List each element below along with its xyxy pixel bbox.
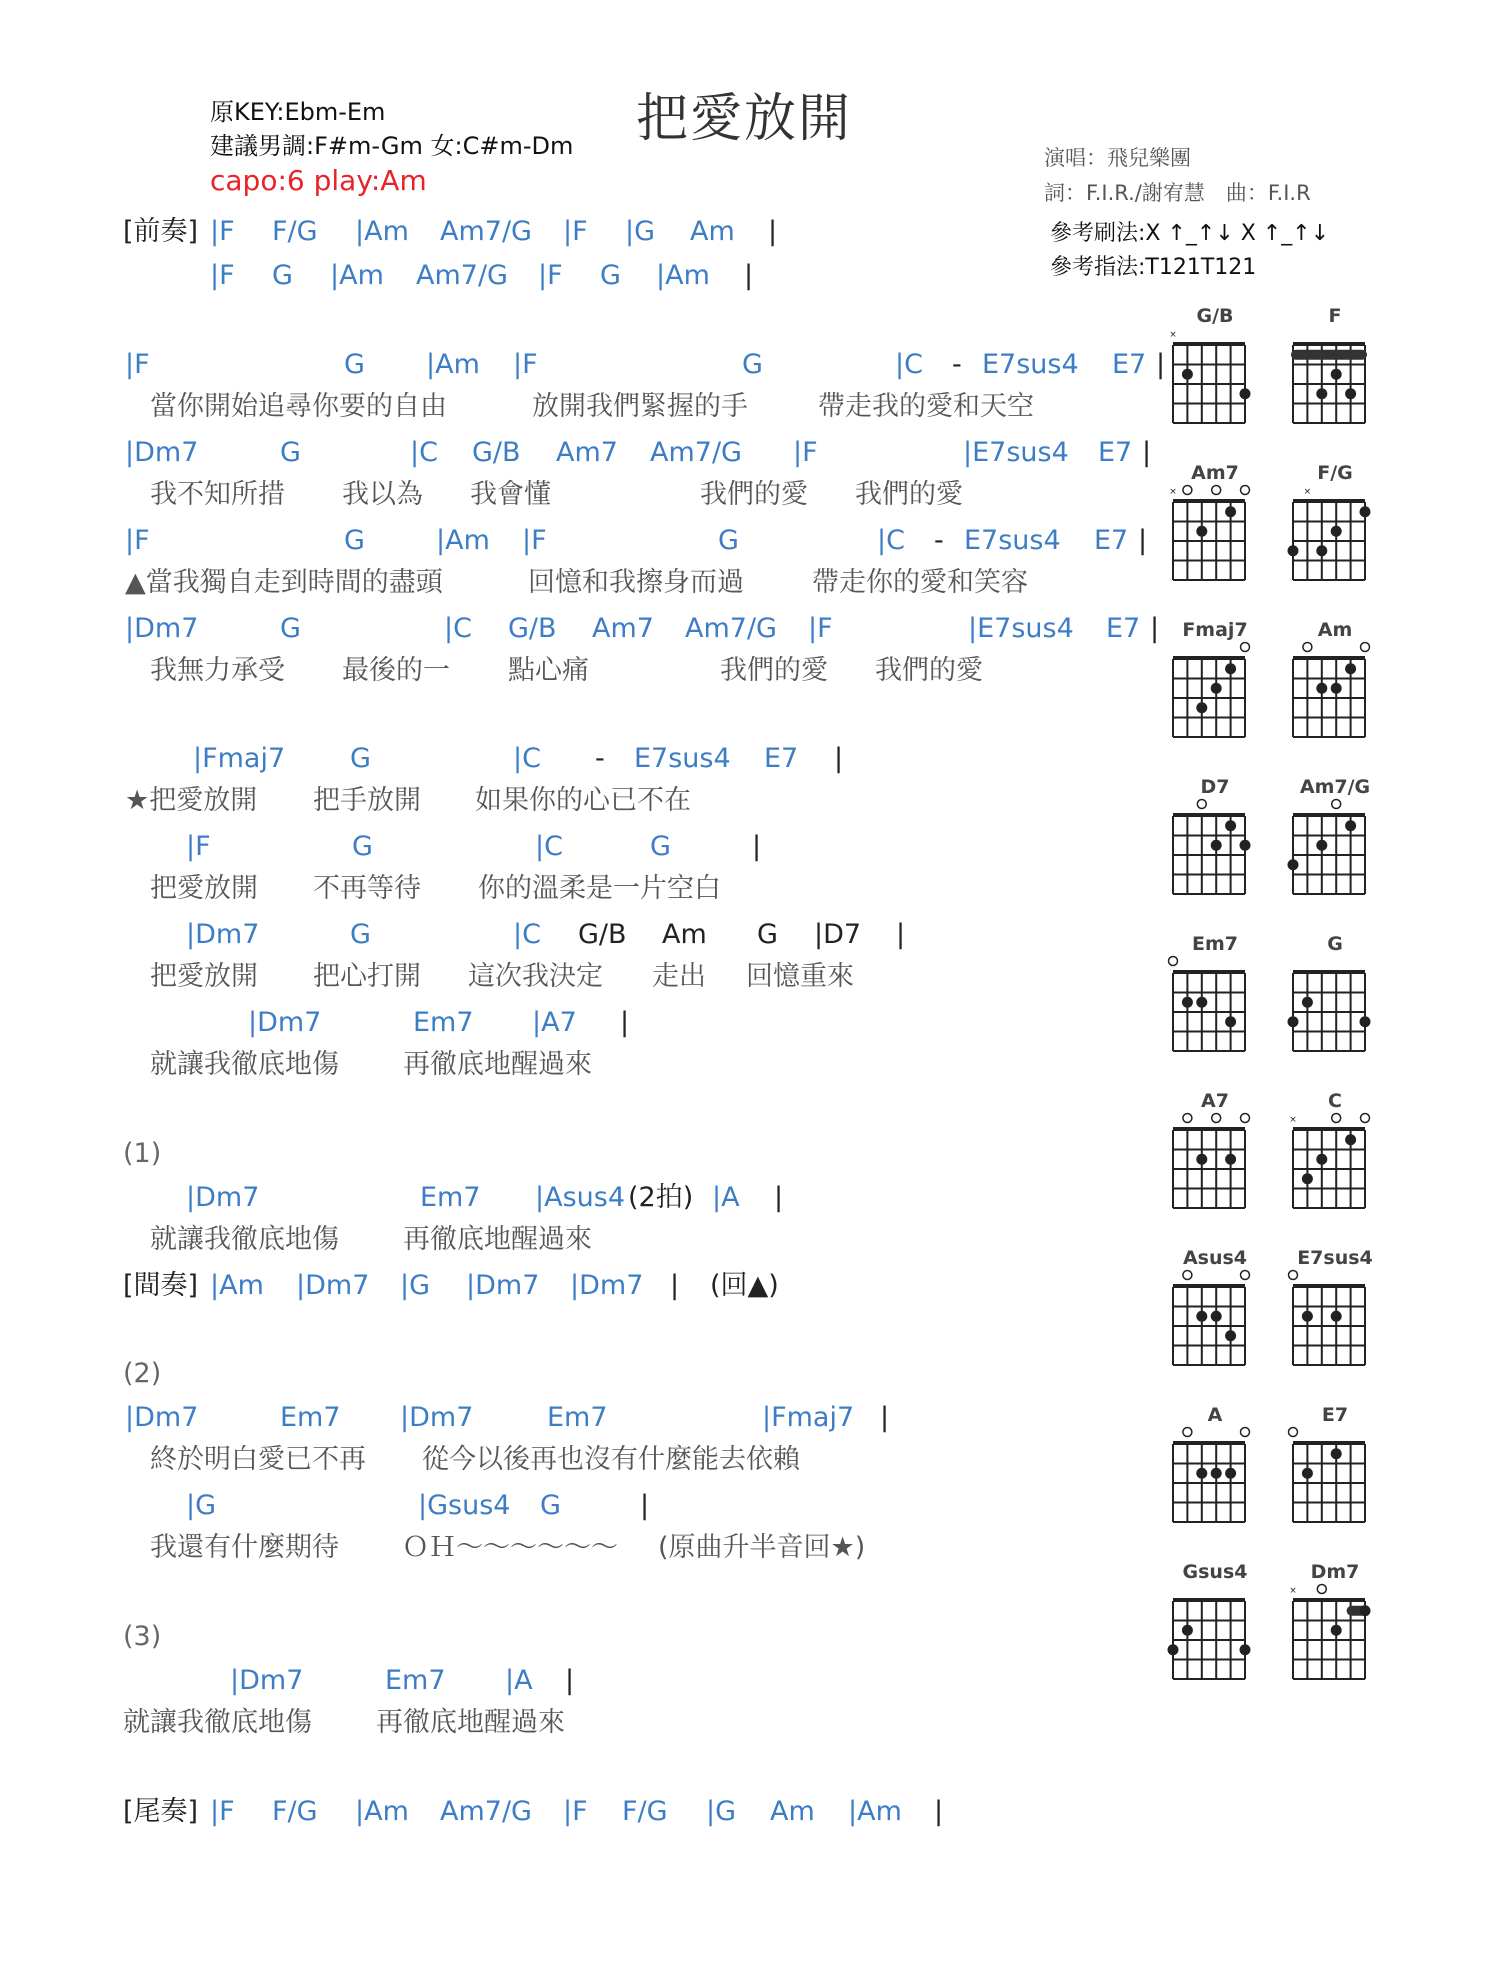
chord-diagram-name: Dm7 — [1310, 1561, 1360, 1583]
chord-label: Am7/G — [440, 1796, 532, 1827]
finger-dot — [1240, 1644, 1251, 1655]
chord-label: |Dm7 — [125, 613, 199, 644]
lyric-text: 帶走你的愛和笑容 — [812, 567, 1028, 598]
muted-string-marker: × — [1169, 487, 1177, 497]
chord-label: E7 — [1112, 349, 1147, 380]
open-string-marker — [1169, 957, 1178, 966]
finger-dot — [1360, 1016, 1371, 1027]
bar-mark: | — [620, 1007, 630, 1038]
chord-diagram-name: G — [1327, 933, 1343, 955]
chord-label: G — [718, 525, 739, 556]
fretboard-grid — [1285, 1090, 1385, 1220]
muted-string-marker: × — [1303, 487, 1312, 497]
bar-mark: | — [1156, 349, 1166, 380]
finger-dot — [1168, 1644, 1179, 1655]
chord-diagram-name: Fmaj7 — [1182, 619, 1248, 641]
bar-mark: | — [896, 919, 906, 950]
fretboard-grid — [1285, 776, 1385, 906]
finger-dot — [1316, 840, 1327, 851]
finger-dot — [1345, 820, 1356, 831]
lyric-text: 回憶和我擦身而過 — [528, 567, 744, 598]
finger-dot — [1316, 545, 1327, 556]
chord-diagram-name: Am7/G — [1299, 776, 1371, 798]
finger-dot — [1211, 840, 1222, 851]
chord-label: |F — [210, 1796, 235, 1827]
chord-label: |Am — [330, 260, 384, 291]
open-string-marker — [1212, 1114, 1221, 1123]
chord-diagram — [1285, 1561, 1385, 1691]
chord-label: |Fmaj7 — [193, 743, 286, 774]
chord-label: |Gsus4 — [418, 1490, 511, 1521]
chord-label: Em7 — [413, 1007, 474, 1038]
chord-label: |C — [895, 349, 923, 380]
finger-dot — [1225, 1016, 1236, 1027]
pick-pattern: 參考指法:T121T121 — [1050, 255, 1257, 280]
chord-label: |C — [535, 831, 563, 862]
chord-label: Am7/G — [650, 437, 742, 468]
chord-diagram — [1165, 305, 1265, 435]
lyric-text: (原曲升半音回★) — [658, 1532, 866, 1563]
chord-label: |Dm7 — [466, 1270, 540, 1301]
finger-dot — [1331, 683, 1342, 694]
chord-label: |E7sus4 — [968, 613, 1074, 644]
chord-label: E7 — [1098, 437, 1133, 468]
chord-label: |Asus4 — [535, 1182, 625, 1213]
lyric-text: 再徹底地醒過來 — [403, 1224, 592, 1255]
finger-dot — [1302, 1311, 1313, 1322]
chord-label: |C — [410, 437, 438, 468]
chord-diagram — [1285, 933, 1385, 1063]
chord-diagram-name: Em7 — [1192, 933, 1238, 955]
chord-label: Em7 — [385, 1665, 446, 1696]
writer-credit: 詞：F.I.R./謝宥慧 曲：F.I.R — [1044, 181, 1311, 205]
chord-diagram-name: G/B — [1196, 305, 1234, 327]
finger-dot — [1240, 388, 1251, 399]
bar-mark: | — [752, 831, 762, 862]
chord-label: E7sus4 — [634, 743, 731, 774]
chord-label: |G — [706, 1796, 737, 1827]
open-string-marker — [1332, 1114, 1341, 1123]
chord-diagram — [1285, 776, 1385, 906]
open-string-marker — [1183, 1114, 1192, 1123]
bar-mark: | — [768, 216, 778, 247]
finger-dot — [1225, 1154, 1236, 1165]
chord-label: Am7/G — [685, 613, 777, 644]
bar-mark: | — [670, 1270, 680, 1301]
bar-mark: (回▲) — [710, 1270, 779, 1301]
chord-diagram — [1285, 305, 1385, 435]
chord-label: G — [350, 743, 371, 774]
finger-dot — [1196, 1468, 1207, 1479]
open-string-marker — [1241, 1428, 1250, 1437]
finger-dot — [1331, 526, 1342, 537]
open-string-marker — [1361, 643, 1370, 652]
chord-label: Am — [690, 216, 735, 247]
chord-label: |F — [210, 216, 235, 247]
chord-label: Am — [770, 1796, 815, 1827]
fretboard-grid — [1285, 1561, 1385, 1691]
lyric-text: 我會懂 — [470, 479, 551, 510]
fretboard-grid — [1285, 933, 1385, 1063]
chord-label: |C — [444, 613, 472, 644]
section-label: [間奏] — [123, 1270, 199, 1301]
lyric-text: 回憶重來 — [746, 961, 854, 992]
bar-mark: G — [757, 919, 778, 950]
chord-label: |F — [522, 525, 547, 556]
finger-dot — [1211, 1311, 1222, 1322]
chord-label: |Dm7 — [570, 1270, 644, 1301]
lyric-text: 再徹底地醒過來 — [376, 1707, 565, 1738]
open-string-marker — [1241, 1271, 1250, 1280]
lyric-text: 我以為 — [342, 479, 423, 510]
lyric-text: 最後的一 — [342, 655, 450, 686]
chord-diagram — [1285, 1404, 1385, 1534]
lyric-text: 把手放開 — [313, 785, 421, 816]
chord-label: G — [280, 613, 301, 644]
chord-label: |Am — [656, 260, 710, 291]
finger-dot — [1196, 997, 1207, 1008]
chord-label: |Am — [436, 525, 490, 556]
finger-dot — [1345, 388, 1356, 399]
chord-label: G — [650, 831, 671, 862]
bar-mark: (2拍) — [628, 1182, 694, 1213]
lyric-text: 就讓我徹底地傷 — [150, 1049, 339, 1080]
fretboard-grid — [1165, 776, 1265, 906]
finger-dot — [1331, 369, 1342, 380]
lyric-text: 放開我們緊握的手 — [532, 391, 748, 422]
lyric-text: 我們的愛 — [875, 655, 983, 686]
chord-label: |F — [125, 349, 150, 380]
finger-dot — [1196, 1154, 1207, 1165]
barre-bar — [1291, 350, 1367, 360]
chord-label: |Dm7 — [125, 437, 199, 468]
chord-label: |C — [513, 919, 541, 950]
chord-label: E7 — [764, 743, 799, 774]
chord-label: G — [540, 1490, 561, 1521]
lyric-text: 我無力承受 — [150, 655, 285, 686]
chord-label: G — [272, 260, 293, 291]
chord-diagram-name: Asus4 — [1182, 1247, 1248, 1269]
chord-label: |Am — [355, 216, 409, 247]
section-label: [前奏] — [123, 216, 199, 247]
open-string-marker — [1289, 1271, 1298, 1280]
finger-dot — [1225, 1330, 1236, 1341]
open-string-marker — [1317, 1585, 1326, 1594]
chord-label: F/G — [272, 216, 318, 247]
chord-label: |F — [513, 349, 538, 380]
open-string-marker — [1241, 486, 1250, 495]
bar-mark: | — [774, 1182, 784, 1213]
chord-label: G — [344, 525, 365, 556]
finger-dot — [1316, 1154, 1327, 1165]
song-title: 把愛放開 — [636, 89, 853, 149]
chord-label: |Dm7 — [400, 1402, 474, 1433]
finger-dot — [1225, 663, 1236, 674]
muted-string-marker: × — [1289, 1115, 1297, 1125]
fretboard-grid — [1165, 1561, 1265, 1691]
open-string-marker — [1303, 643, 1312, 652]
lyric-text: 我還有什麼期待 — [150, 1532, 339, 1563]
chord-label: Am7 — [556, 437, 618, 468]
chord-label: G — [280, 437, 301, 468]
chord-label: F/G — [622, 1796, 668, 1827]
chord-label: |G — [625, 216, 656, 247]
finger-dot — [1302, 1468, 1313, 1479]
bar-mark: | — [1138, 525, 1148, 556]
lyric-text: 就讓我徹底地傷 — [150, 1224, 339, 1255]
chord-diagram-name: A7 — [1201, 1090, 1229, 1112]
chord-diagram-name: F — [1328, 305, 1342, 327]
chord-label: Am7/G — [416, 260, 508, 291]
chord-diagram — [1165, 1561, 1265, 1691]
chord-label: Am7 — [592, 613, 654, 644]
finger-dot — [1360, 1605, 1371, 1616]
fretboard-grid — [1165, 619, 1265, 749]
finger-dot — [1211, 683, 1222, 694]
bar-mark: Am — [662, 919, 707, 950]
fretboard-grid — [1285, 305, 1385, 435]
open-string-marker — [1183, 486, 1192, 495]
chord-label: G — [350, 919, 371, 950]
lyric-text: 點心痛 — [508, 655, 589, 686]
bar-mark: - — [595, 743, 605, 774]
lyric-text: 就讓我徹底地傷 — [123, 1707, 312, 1738]
chord-diagram-name: C — [1328, 1090, 1342, 1112]
chord-diagram — [1165, 933, 1265, 1063]
chord-label: E7 — [1106, 613, 1141, 644]
chord-label: E7 — [1094, 525, 1129, 556]
chord-label: |F — [793, 437, 818, 468]
open-string-marker — [1289, 1428, 1298, 1437]
finger-dot — [1225, 506, 1236, 517]
lyric-text: 我們的愛 — [855, 479, 963, 510]
chord-label: |A7 — [532, 1007, 577, 1038]
chord-label: |E7sus4 — [963, 437, 1069, 468]
finger-dot — [1345, 663, 1356, 674]
chord-diagram — [1165, 776, 1265, 906]
chord-label: Em7 — [420, 1182, 481, 1213]
bar-mark: G/B — [578, 919, 627, 950]
lyric-text: ▲當我獨自走到時間的盡頭 — [125, 567, 443, 598]
chord-label: |F — [563, 216, 588, 247]
open-string-marker — [1241, 643, 1250, 652]
finger-dot — [1331, 1448, 1342, 1459]
finger-dot — [1316, 388, 1327, 399]
chord-label: |F — [808, 613, 833, 644]
chord-label: |F — [186, 831, 211, 862]
fretboard-grid — [1165, 933, 1265, 1063]
finger-dot — [1331, 1625, 1342, 1636]
muted-string-marker: × — [1169, 330, 1177, 340]
chord-diagram — [1285, 462, 1385, 592]
bar-mark: | — [834, 743, 844, 774]
chord-diagram-name: F/G — [1317, 462, 1353, 484]
chord-label: |Am — [210, 1270, 264, 1301]
finger-dot — [1288, 1016, 1299, 1027]
singer-credit: 演唱：飛兒樂團 — [1044, 146, 1191, 170]
bar-mark: | — [1142, 437, 1152, 468]
chord-diagram — [1285, 619, 1385, 749]
fretboard-grid — [1165, 1090, 1265, 1220]
chord-label: |Dm7 — [248, 1007, 322, 1038]
finger-dot — [1316, 683, 1327, 694]
chord-label: G/B — [472, 437, 521, 468]
bar-mark: | — [565, 1665, 575, 1696]
lyric-text: 再徹底地醒過來 — [403, 1049, 592, 1080]
finger-dot — [1331, 1311, 1342, 1322]
strum-pattern: 參考刷法:X ↑_↑↓ X ↑_↑↓ — [1050, 221, 1330, 246]
muted-string-marker: × — [1289, 1586, 1297, 1596]
lyric-text: 你的溫柔是一片空白 — [478, 873, 721, 904]
fretboard-grid — [1165, 1247, 1265, 1377]
open-string-marker — [1197, 800, 1206, 809]
bar-mark: - — [934, 525, 944, 556]
chord-label: E7sus4 — [964, 525, 1061, 556]
finger-dot — [1225, 1468, 1236, 1479]
lyric-text: 如果你的心已不在 — [475, 785, 691, 816]
lyric-text: ★把愛放開 — [125, 785, 258, 816]
section-number: (2) — [123, 1358, 162, 1389]
lyric-text: 終於明白愛已不再 — [150, 1444, 366, 1475]
chord-label: |Dm7 — [125, 1402, 199, 1433]
lyric-text: 把心打開 — [313, 961, 421, 992]
bar-mark: - — [952, 349, 962, 380]
fretboard-grid — [1285, 619, 1385, 749]
finger-dot — [1196, 1311, 1207, 1322]
lyric-text: 我們的愛 — [720, 655, 828, 686]
lyric-text: 這次我決定 — [468, 961, 603, 992]
bar-mark: |D7 — [814, 919, 862, 950]
chord-label: |Am — [426, 349, 480, 380]
chord-label: G/B — [508, 613, 557, 644]
open-string-marker — [1241, 1114, 1250, 1123]
finger-dot — [1211, 1468, 1222, 1479]
lyric-text: 從今以後再也沒有什麼能去依賴 — [422, 1444, 800, 1475]
bar-mark: | — [880, 1402, 890, 1433]
chord-label: G — [344, 349, 365, 380]
finger-dot — [1225, 820, 1236, 831]
chord-label: |G — [400, 1270, 431, 1301]
chord-label: |F — [125, 525, 150, 556]
bar-mark: | — [744, 260, 754, 291]
chord-label: G — [742, 349, 763, 380]
chord-diagram-name: A — [1207, 1404, 1223, 1426]
fretboard-grid — [1285, 462, 1385, 592]
lyric-text: 當你開始追尋你要的自由 — [150, 391, 447, 422]
chord-diagram-name: D7 — [1200, 776, 1230, 798]
chord-label: |G — [186, 1490, 217, 1521]
bar-mark: | — [934, 1796, 944, 1827]
finger-dot — [1182, 369, 1193, 380]
lyric-text: 帶走我的愛和天空 — [818, 391, 1034, 422]
finger-dot — [1182, 997, 1193, 1008]
chord-diagram-name: E7sus4 — [1297, 1247, 1373, 1269]
bar-mark: | — [1150, 613, 1160, 644]
chord-label: |Dm7 — [230, 1665, 304, 1696]
chord-diagram-name: Am7 — [1191, 462, 1239, 484]
lyric-text: ＯＨ～～～～～～ — [402, 1532, 618, 1563]
finger-dot — [1196, 702, 1207, 713]
finger-dot — [1288, 545, 1299, 556]
finger-dot — [1302, 997, 1313, 1008]
finger-dot — [1360, 506, 1371, 517]
chord-diagram — [1165, 462, 1265, 592]
chord-diagram — [1165, 1247, 1265, 1377]
chord-diagram — [1165, 1090, 1265, 1220]
finger-dot — [1182, 1625, 1193, 1636]
open-string-marker — [1183, 1271, 1192, 1280]
chord-label: Em7 — [547, 1402, 608, 1433]
open-string-marker — [1332, 800, 1341, 809]
chord-diagram — [1285, 1090, 1385, 1220]
chord-label: |Dm7 — [186, 1182, 260, 1213]
chord-label: G — [600, 260, 621, 291]
chord-label: Em7 — [280, 1402, 341, 1433]
capo-info: capo:6 play:Am — [210, 164, 427, 197]
chord-label: |Am — [355, 1796, 409, 1827]
chord-label: |F — [210, 260, 235, 291]
chord-diagram-name: Am — [1317, 619, 1353, 641]
chord-label: |C — [877, 525, 905, 556]
chord-label: |F — [538, 260, 563, 291]
lyric-text: 把愛放開 — [150, 873, 258, 904]
finger-dot — [1302, 1173, 1313, 1184]
finger-dot — [1240, 840, 1251, 851]
lyric-text: 不再等待 — [313, 873, 421, 904]
chord-label: F/G — [272, 1796, 318, 1827]
fretboard-grid — [1165, 305, 1265, 435]
lyric-text: 我們的愛 — [700, 479, 808, 510]
chord-label: |Dm7 — [296, 1270, 370, 1301]
chord-diagram — [1165, 619, 1265, 749]
chord-label: |A — [505, 1665, 533, 1696]
chord-label: Am7/G — [440, 216, 532, 247]
chord-label: |C — [513, 743, 541, 774]
lyric-text: 我不知所措 — [150, 479, 285, 510]
section-number: (3) — [123, 1621, 162, 1652]
chord-label: |Dm7 — [186, 919, 260, 950]
finger-dot — [1288, 859, 1299, 870]
open-string-marker — [1212, 486, 1221, 495]
original-key: 原KEY:Ebm-Em — [210, 98, 386, 126]
chord-label: |Am — [848, 1796, 902, 1827]
section-number: (1) — [123, 1138, 162, 1169]
chord-diagram-name: Gsus4 — [1182, 1561, 1248, 1583]
finger-dot — [1196, 526, 1207, 537]
chord-label: G — [352, 831, 373, 862]
finger-dot — [1345, 1134, 1356, 1145]
open-string-marker — [1361, 1114, 1370, 1123]
chord-diagram — [1285, 1247, 1385, 1377]
fretboard-grid — [1165, 462, 1265, 592]
chord-diagram — [1165, 1404, 1265, 1534]
chord-diagram-name: E7 — [1321, 1404, 1349, 1426]
section-label: [尾奏] — [123, 1796, 199, 1827]
lyric-text: 把愛放開 — [150, 961, 258, 992]
lyric-text: 走出 — [652, 961, 706, 992]
suggested-key: 建議男調:F#m-Gm 女:C#m-Dm — [210, 132, 574, 160]
bar-mark: | — [640, 1490, 650, 1521]
fretboard-grid — [1285, 1404, 1385, 1534]
fretboard-grid — [1165, 1404, 1265, 1534]
chord-label: |F — [563, 1796, 588, 1827]
chord-label: |Fmaj7 — [762, 1402, 855, 1433]
chord-label: |A — [712, 1182, 740, 1213]
open-string-marker — [1183, 1428, 1192, 1437]
fretboard-grid — [1285, 1247, 1385, 1377]
chord-label: E7sus4 — [982, 349, 1079, 380]
